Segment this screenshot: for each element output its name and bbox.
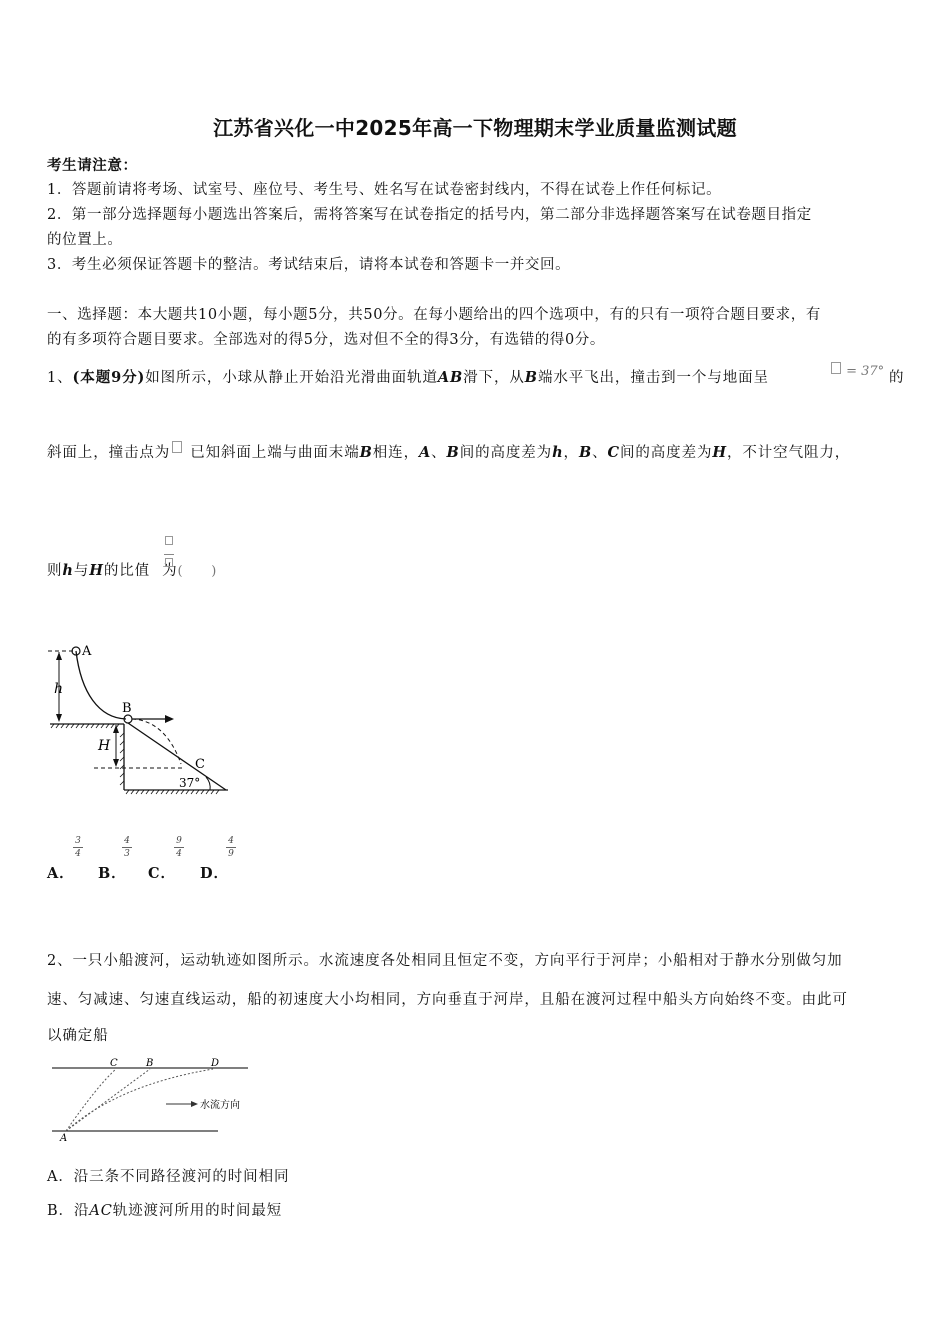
q1-var: B: [578, 444, 593, 461]
q1-text: ，不计空气阻力，: [726, 445, 851, 461]
figure-label-b: B: [122, 701, 132, 716]
figure-label-c: C: [195, 757, 205, 772]
q1-text: 如图所示，小球从静止开始沿光滑曲面轨道: [145, 370, 438, 386]
figure-label-big-h: H: [98, 738, 111, 754]
q1-line3: [47, 559, 217, 580]
figure-label-h: h: [54, 681, 64, 697]
q1-line2: [47, 441, 850, 462]
notice-item-1: 1．答题前请将考场、试室号、座位号、考生号、姓名写在试卷密封线内，不得在试卷上作任何标记。: [47, 182, 722, 198]
fraction-numerator: 4: [228, 836, 234, 846]
section-instructions-line1: 一、选择题：本大题共10小题，每小题5分，共50分。在每小题给出的四个选项中，有的只有一项符合题目要求，有: [47, 307, 821, 323]
q1-angle-formula: [831, 360, 884, 379]
notice-item-2: 2．第一部分选择题每小题选出答案后，需将答案写在试卷指定的括号内，第二部分非选择题答案写在试卷题目指定: [47, 207, 812, 223]
q1-var: H: [89, 562, 104, 579]
q1-text: ，: [563, 445, 579, 461]
q1-text: 相连，: [372, 445, 419, 461]
page-title: 江苏省兴化一中2025年高一下物理期末学业质量监测试题: [213, 116, 737, 140]
option-a: A．: [47, 865, 75, 882]
q2-option-text: 轨迹渡河所用的时间最短: [112, 1203, 283, 1219]
q1-var: B: [359, 444, 373, 461]
notice-item-3: 3．考生必须保证答题卡的整洁。考试结束后，请将本试卷和答题卡一并交回。: [47, 257, 571, 273]
q2-line2: 速、匀减速、匀速直线运动，船的初速度大小均相同，方向垂直于河岸，且船在渡河过程中船头方向始终不变。由此可: [47, 992, 848, 1008]
formula-placeholder-icon: [172, 441, 182, 453]
q1-text: 为: [162, 563, 178, 579]
fraction-denominator: 4: [176, 849, 182, 859]
notice-heading: 考生请注意：: [47, 157, 138, 174]
q2-river-figure: [48, 1055, 258, 1145]
ratio-fraction-placeholder: [164, 534, 174, 575]
option-d-fraction: [226, 836, 236, 859]
option-d: D．: [200, 865, 229, 882]
q2-var-ac: AC: [89, 1203, 113, 1219]
option-c: C．: [148, 865, 176, 882]
q1-score: (本题9分): [72, 369, 146, 386]
formula-placeholder-icon: [165, 536, 173, 545]
fraction-denominator: 9: [228, 849, 234, 859]
fraction-numerator: 3: [75, 836, 81, 846]
river-label-b: B: [146, 1058, 154, 1069]
q2-line3: 以确定船: [47, 1028, 109, 1044]
q1-var: C: [607, 444, 620, 461]
q1-text: 、: [431, 445, 447, 461]
figure-label-a: A: [82, 644, 92, 659]
q1-var: H: [712, 444, 727, 461]
q1-text: 斜面上，撞击点为: [47, 445, 171, 461]
q1-text: 滑下，从: [463, 370, 525, 386]
option-c-fraction: [174, 836, 184, 859]
river-label-c: C: [110, 1058, 118, 1069]
q1-text: 则: [47, 563, 63, 579]
river-label-d: D: [211, 1058, 220, 1069]
q1-var-ab: AB: [437, 369, 464, 386]
answer-blank: ( ): [177, 564, 218, 579]
figure-label-angle: 37°: [179, 776, 201, 790]
fraction-denominator: 4: [75, 849, 81, 859]
q1-line1-end: 的: [889, 370, 905, 386]
q1-var: A: [418, 444, 432, 461]
q1-text: 与: [73, 563, 90, 579]
notice-item-2-cont: 的位置上。: [47, 232, 123, 248]
fraction-numerator: 9: [176, 836, 182, 846]
q2-line1: 2、一只小船渡河，运动轨迹如图所示。水流速度各处相同且恒定不变，方向平行于河岸；小船相对于静水分别做匀加: [47, 953, 843, 969]
angle-value: = 37°: [846, 364, 885, 379]
q1-text: 端水平飞出，撞击到一个与地面呈: [537, 370, 769, 386]
q1-text: 已知斜面上端与曲面末端: [190, 445, 360, 461]
q1-line1: [47, 366, 769, 387]
q1-number: 1、: [47, 370, 73, 386]
q1-var: h: [552, 444, 564, 461]
river-flow-label: 水流方向: [200, 1100, 240, 1111]
q1-text: 间的高度差为: [619, 445, 713, 461]
formula-placeholder-icon: [165, 558, 173, 567]
option-a-fraction: [73, 836, 83, 859]
q1-var-b: B: [524, 369, 538, 386]
q1-var: h: [62, 562, 74, 579]
fraction-denominator: 3: [124, 849, 130, 859]
q2-option-a: A．沿三条不同路径渡河的时间相同: [47, 1169, 290, 1185]
q2-option-text: B．沿: [47, 1203, 90, 1219]
river-label-a: A: [60, 1133, 68, 1144]
q1-figure: [44, 638, 234, 803]
q1-var: B: [446, 444, 460, 461]
fraction-numerator: 4: [124, 836, 130, 846]
option-b: B．: [98, 865, 127, 882]
q1-text: 、: [592, 445, 608, 461]
q2-option-b: [47, 1199, 282, 1220]
q1-text: 间的高度差为: [459, 445, 553, 461]
option-b-fraction: [122, 836, 132, 859]
formula-placeholder-icon: [831, 362, 841, 374]
section-instructions-line2: 的有多项符合题目要求。全部选对的得5分，选对但不全的得3分，有选错的得0分。: [47, 332, 605, 348]
q1-text: 的比值: [103, 563, 151, 579]
